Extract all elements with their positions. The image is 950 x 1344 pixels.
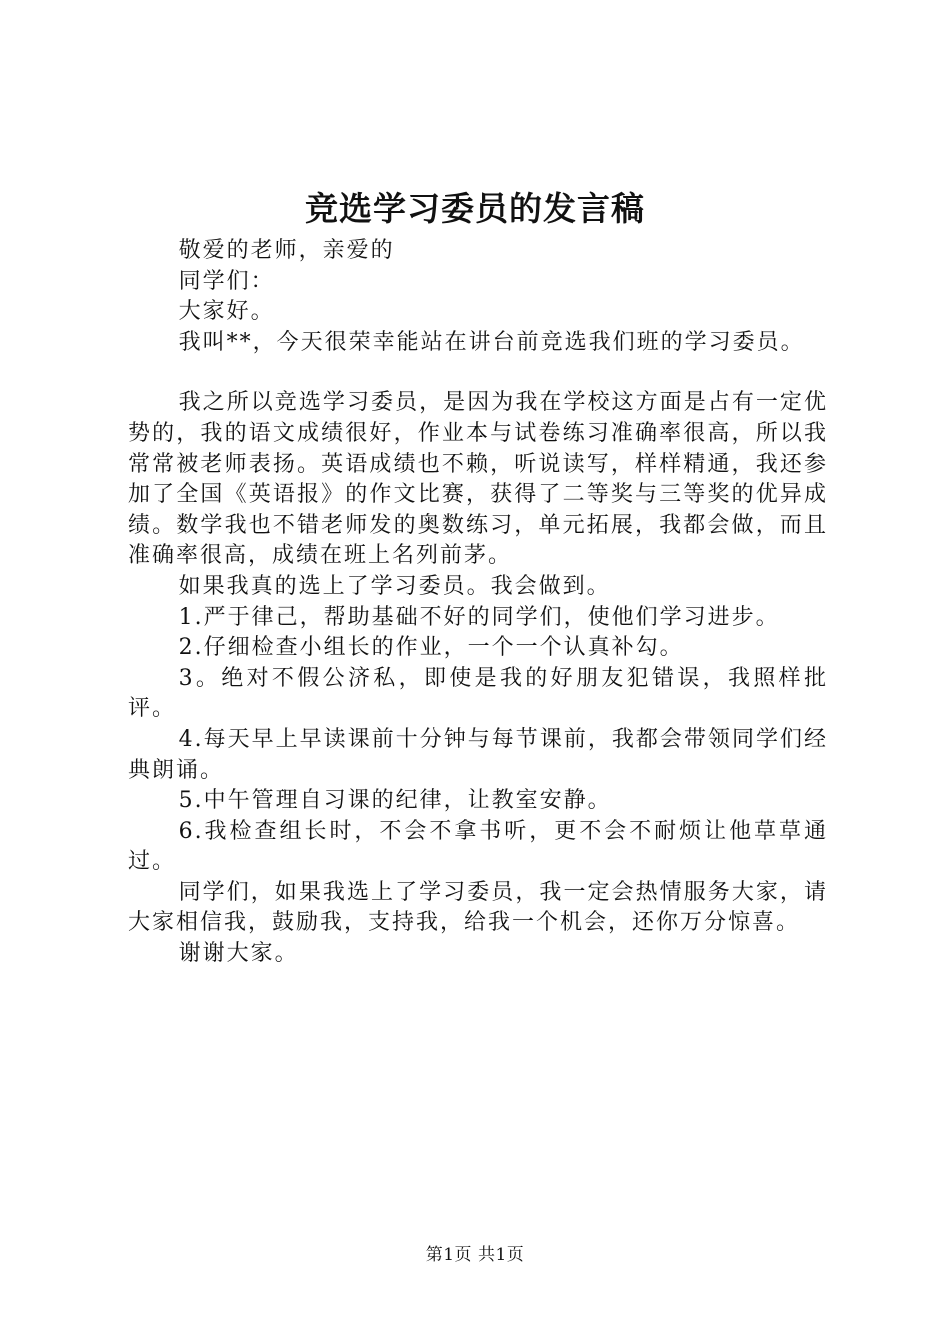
promise-item-4: 4.每天早上早读课前十分钟与每节课前，我都会带领同学们经典朗诵。 <box>128 726 828 783</box>
page-footer: 第1页 共1页 <box>425 1245 525 1265</box>
document-title: 竞选学习委员的发言稿 <box>305 189 645 228</box>
salutation-line-2: 同学们： <box>178 268 275 294</box>
promise-item-5: 5.中午管理自习课的纪律，让教室安静。 <box>178 788 612 814</box>
thanks-line: 谢谢大家。 <box>178 941 299 967</box>
promise-item-3: 3。绝对不假公济私，即使是我的好朋友犯错误，我照样批评。 <box>128 665 828 722</box>
promise-item-1: 1.严于律己，帮助基础不好的同学们，使他们学习进步。 <box>178 604 780 630</box>
promise-item-2: 2.仔细检查小组长的作业，一个一个认真补勾。 <box>178 635 684 661</box>
promise-item-6: 6.我检查组长时，不会不拿书听，更不会不耐烦让他草草通过。 <box>128 818 828 875</box>
reasons-paragraph: 我之所以竞选学习委员，是因为我在学校这方面是占有一定优势的，我的语文成绩很好，作业本与试卷练习准确率很高，所以我常常被老师表扬。英语成绩也不赖，听说读写，样样精通，我还参加了全国《英语报》的作文比赛，获得了二等奖与三等奖的优异成绩。数学我也不错老师发的奥数练习，单元拓展，我都会做，而且准确率很高，成绩在班上名列前茅。 <box>128 390 828 569</box>
document-body <box>128 236 828 970</box>
greeting: 大家好。 <box>178 299 275 325</box>
salutation-line-1: 敬爱的老师，亲爱的 <box>178 238 395 263</box>
self-introduction: 我叫**，今天很荣幸能站在讲台前竞选我们班的学习委员。 <box>178 329 805 355</box>
promise-intro: 如果我真的选上了学习委员。我会做到。 <box>178 573 611 599</box>
closing-paragraph: 同学们，如果我选上了学习委员，我一定会热情服务大家，请大家相信我，鼓励我，支持我，给我一个机会，还你万分惊喜。 <box>128 879 828 936</box>
